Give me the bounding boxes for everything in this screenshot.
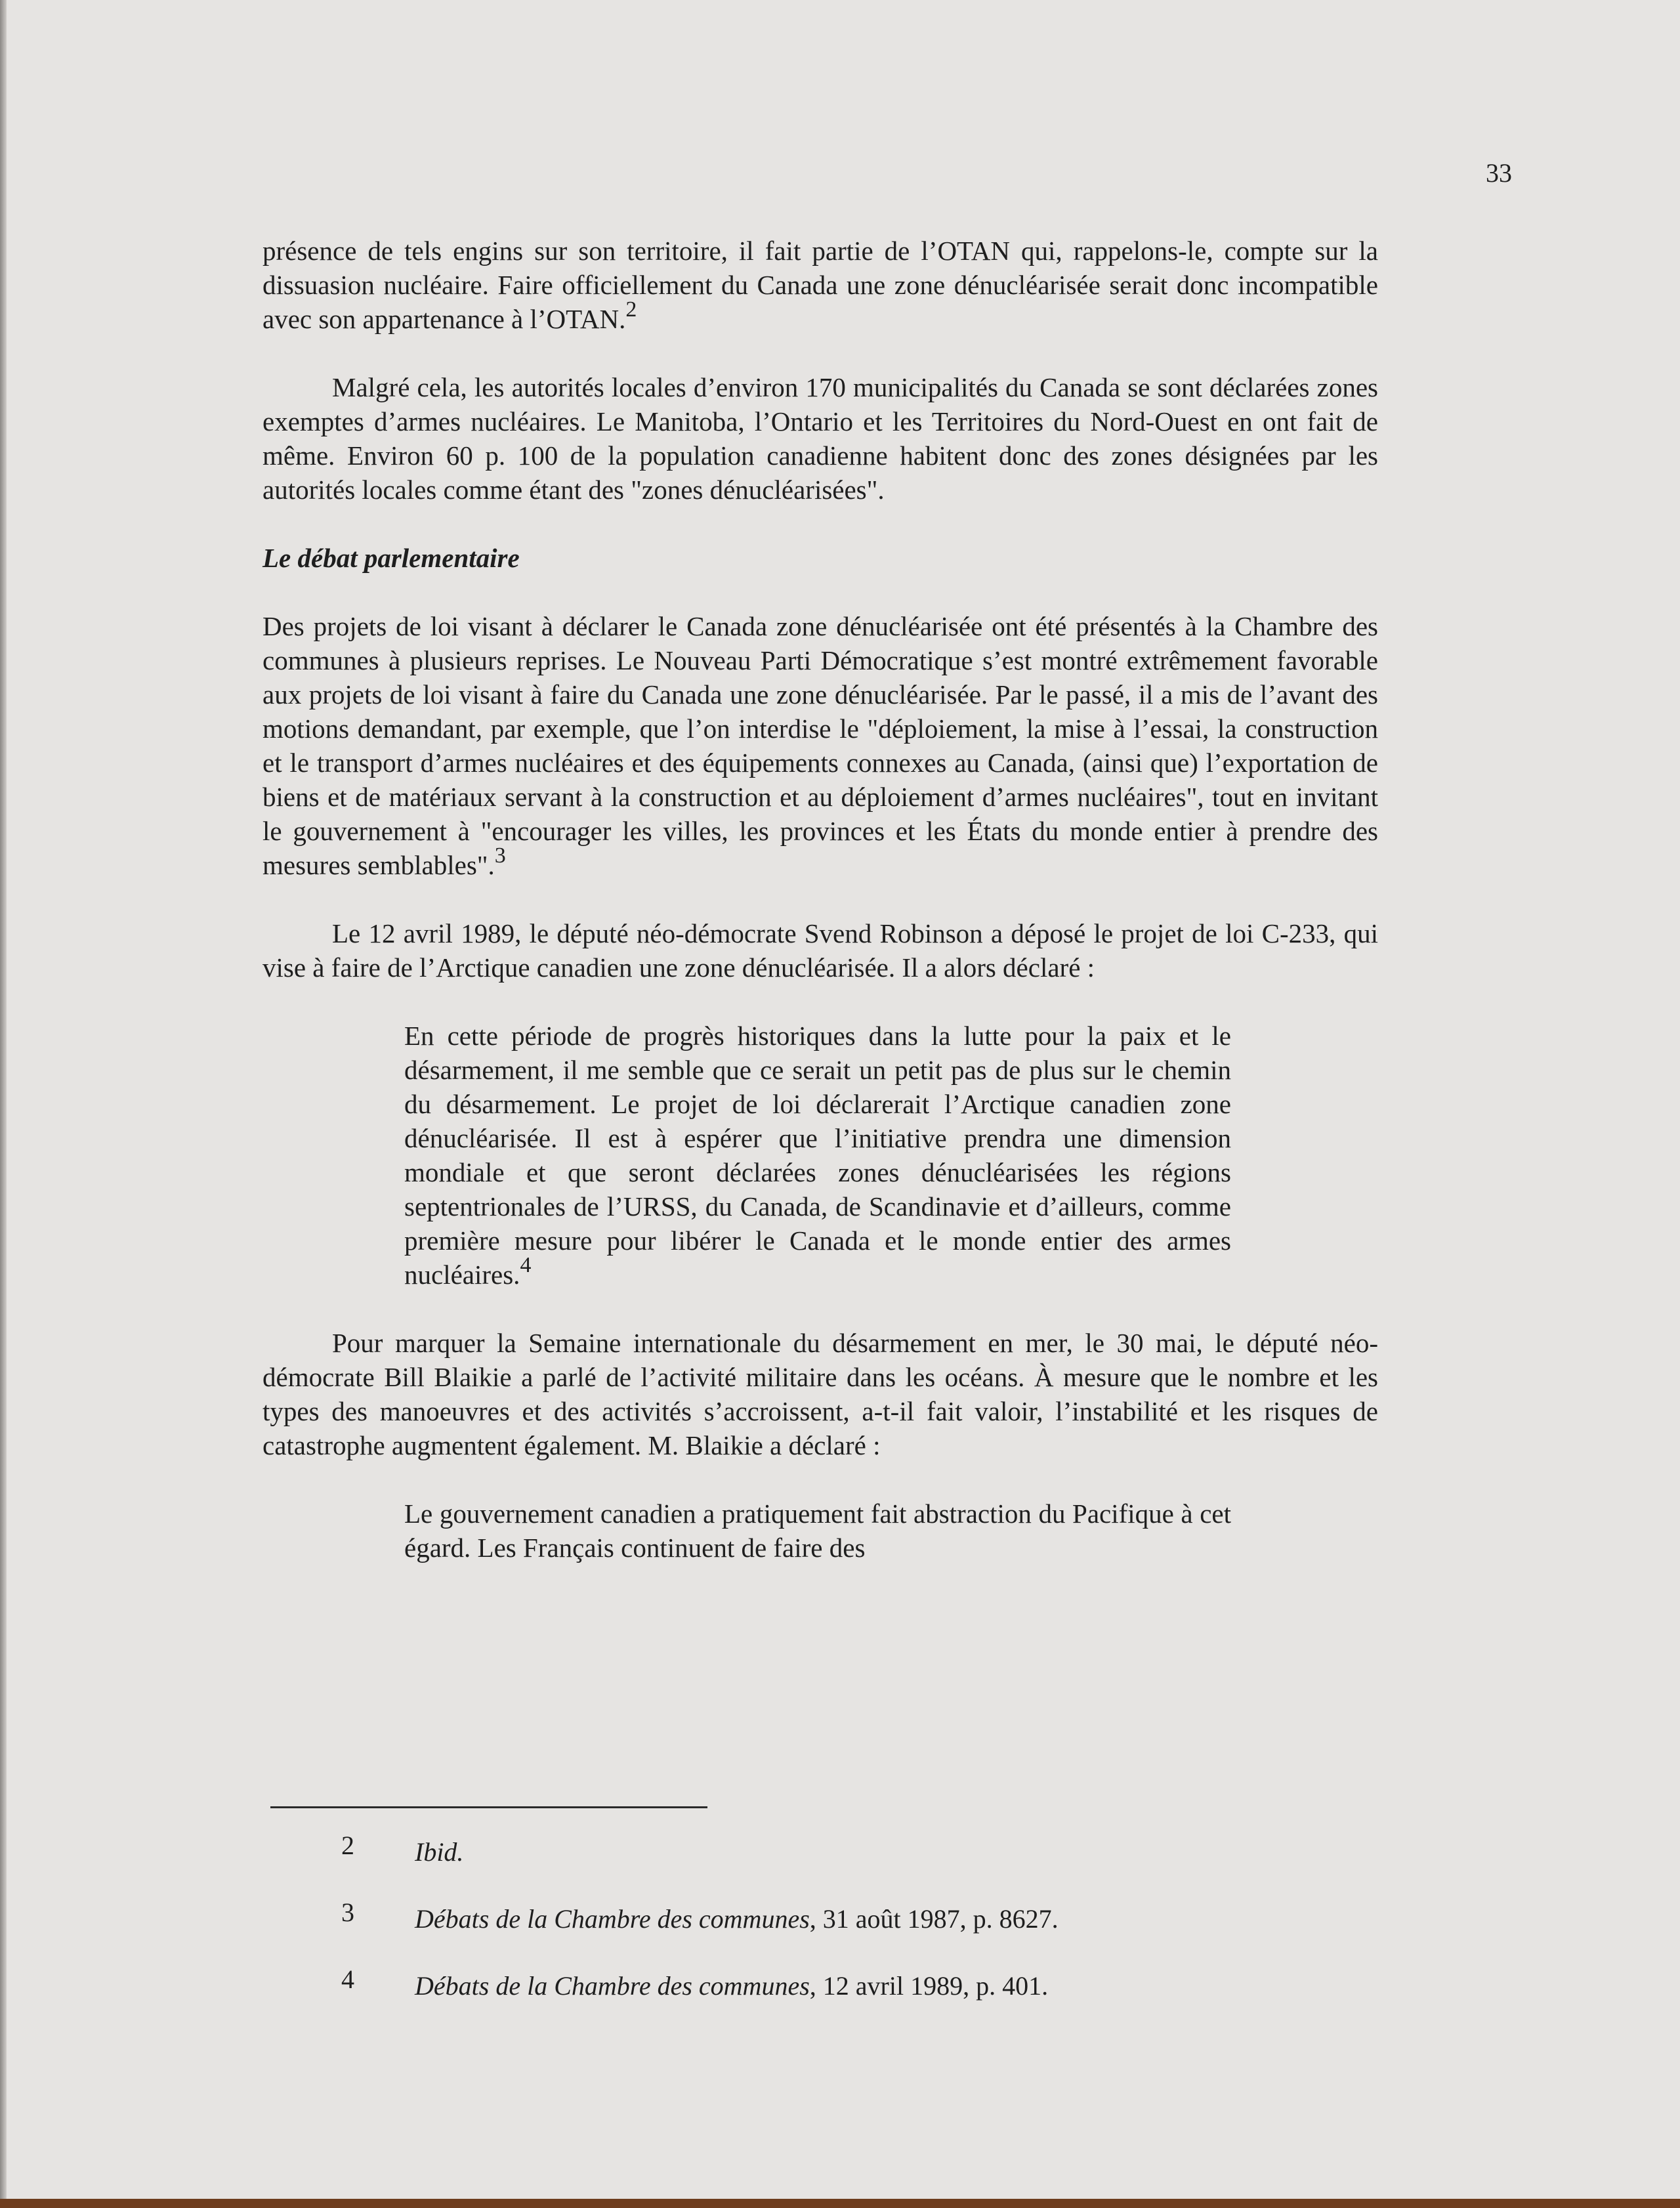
footnote-divider bbox=[270, 1806, 707, 1808]
scan-bottom-edge bbox=[0, 2199, 1680, 2208]
footnote-number: 2 bbox=[341, 1831, 354, 1860]
footnote-source: Ibid. bbox=[415, 1837, 464, 1867]
footnote bbox=[341, 1964, 1326, 2003]
footnote-details: , 12 avril 1989, p. 401. bbox=[809, 1971, 1049, 2001]
scan-left-edge bbox=[0, 0, 7, 2208]
footnote-ref: 4 bbox=[520, 1253, 532, 1277]
paragraph: Pour marquer la Semaine internationale du désarmement en mer, le 30 mai, le député néo-démocrate Bill Blaikie a parlé de l’activité militaire dans les océans. À mesure que le nombre et les types des manoeuvres et des activités s’accroissent, a-t-il fait valoir, l’instabilité et les risques de catastrophe augmentent également. M. Blaikie a déclaré : bbox=[262, 1328, 1378, 1460]
footnote-source: Débats de la Chambre des communes bbox=[415, 1904, 810, 1934]
paragraph bbox=[262, 234, 1378, 336]
section-heading: Le débat parlementaire bbox=[262, 543, 520, 573]
footnote-number: 4 bbox=[341, 1964, 354, 1994]
paragraph-text: Des projets de loi visant à déclarer le Canada zone dénucléarisée ont été présentés à la Chambre des communes à plusieurs reprises. Le Nouveau Parti Démocratique s’est montré extrêmement favorable aux projets de loi visant à faire du Canada une zone dénucléarisée. Par le passé, il a mis de l’avant des motions demandant, par exemple, que l’on interdise le "déploiement, la mise à l’essai, la construction et le transport d’armes nucléaires et des équipements connexes au Canada, (ainsi que) l’exportation de biens et de matériaux servant à la construction et au déploiement d’armes nucléaires", tout en invitant le gouvernement à "encourager les villes, les provinces et les États du monde entier à prendre des mesures semblables". bbox=[262, 611, 1378, 880]
paragraph: Malgré cela, les autorités locales d’environ 170 municipalités du Canada se sont déclarées zones exemptes d’armes nucléaires. Le Manitoba, l’Ontario et les Territoires du Nord-Ouest en ont fait de même. Environ 60 p. 100 de la population canadienne habitent donc des zones désignées par les autorités locales comme étant des "zones dénucléarisées". bbox=[262, 372, 1378, 505]
footnote-ref: 3 bbox=[494, 843, 506, 868]
footnotes bbox=[341, 1831, 1326, 2036]
footnote-text bbox=[415, 1969, 1048, 2003]
paragraph-text: présence de tels engins sur son territoire, il fait partie de l’OTAN qui, rappelons-le, compte sur la dissuasion nucléaire. Faire officiellement du Canada une zone dénucléarisée serait donc incompatible avec son appartenance à l’OTAN. bbox=[262, 236, 1378, 334]
block-quote bbox=[262, 1019, 1378, 1292]
body-text bbox=[262, 234, 1378, 1565]
footnote-text bbox=[415, 1902, 1059, 1936]
footnote bbox=[341, 1831, 1326, 1869]
footnote-text bbox=[415, 1835, 463, 1869]
footnote-number: 3 bbox=[341, 1898, 354, 1927]
footnote-source: Débats de la Chambre des communes bbox=[415, 1971, 810, 2001]
footnote-ref: 2 bbox=[625, 297, 637, 322]
footnote-details: , 31 août 1987, p. 8627. bbox=[809, 1904, 1059, 1934]
block-quote: Le gouvernement canadien a pratiquement fait abstraction du Pacifique à cet égard. Les Français continuent de faire des bbox=[404, 1498, 1231, 1563]
paragraph bbox=[262, 609, 1378, 882]
page-number: 33 bbox=[1486, 158, 1512, 188]
footnote bbox=[341, 1898, 1326, 1936]
quote-text: En cette période de progrès historiques dans la lutte pour la paix et le désarmement, il me semble que ce serait un petit pas de plus sur le chemin du désarmement. Le projet de loi déclarerait l’Arctique canadien zone dénucléarisée. Il est à espérer que l’initiative prendra une dimension mondiale et que seront déclarées zones dénucléarisées les régions septentrionales de l’URSS, du Canada, de Scandinavie et d’ailleurs, comme première mesure pour libérer le Canada et le monde entier des armes nucléaires. bbox=[404, 1021, 1231, 1290]
paragraph: Le 12 avril 1989, le député néo-démocrate Svend Robinson a déposé le projet de loi C-233, qui vise à faire de l’Arctique canadien une zone dénucléarisée. Il a alors déclaré : bbox=[262, 918, 1378, 983]
